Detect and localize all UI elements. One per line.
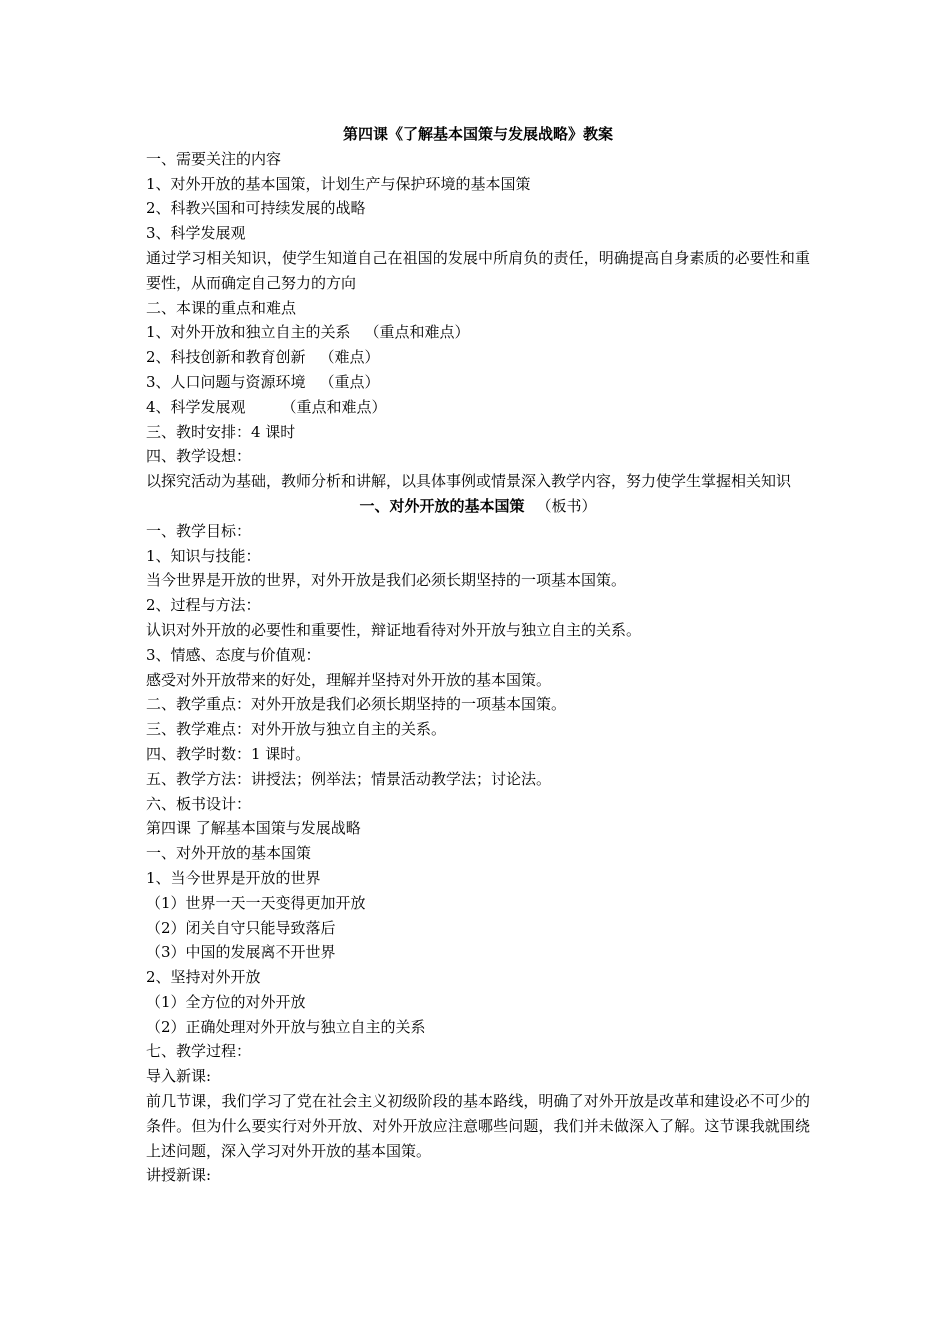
part1-item: 2、科教兴国和可持续发展的战略 — [146, 199, 366, 218]
section1-line: 当今世界是开放的世界，对外开放是我们必须长期坚持的一项基本国策。 — [146, 571, 627, 590]
section1-line: 一、教学目标： — [146, 521, 252, 540]
section1-line: 二、教学重点：对外开放是我们必须长期坚持的一项基本国策。 — [146, 695, 567, 714]
part2-item — [146, 320, 810, 345]
section1-title: 一、对外开放的基本国策 — [359, 496, 525, 515]
section1-line: 五、教学方法：讲授法；例举法；情景活动教学法；讨论法。 — [146, 769, 552, 788]
section1-line: 导入新课: — [146, 1067, 212, 1086]
section1-line: 3、情感、态度与价值观： — [146, 645, 321, 664]
part1-heading: 一、需要关注的内容 — [146, 149, 282, 168]
section1-line: 1、知识与技能： — [146, 546, 261, 565]
part2-item-text: 4、科学发展观 — [146, 397, 246, 416]
section1-line: （1）世界一天一天变得更加开放 — [146, 893, 366, 912]
part4-paragraph: 以探究活动为基础，教师分析和讲解，以具体事例或情景深入教学内容，努力使学生掌握相关知识 — [146, 472, 792, 491]
section1-last-line: 讲授新课: — [146, 1166, 212, 1185]
part3-line: 三、教时安排：4 课时 — [146, 422, 296, 441]
part2-item-note: （难点） — [319, 348, 380, 367]
part2-item — [146, 370, 810, 395]
document-title: 第四课《了解基本国策与发展战略》教案 — [342, 125, 613, 143]
section1-intro-paragraph: 前几节课，我们学习了党在社会主义初级阶段的基本路线，明确了对外开放是改革和建设必不可少的条件。但为什么要实行对外开放、对外开放应注意哪些问题，我们并未做深入了解。这节课我就围绕上述问题，深入学习对外开放的基本国策。 — [146, 1092, 810, 1160]
section1-line: 三、教学难点：对外开放与独立自主的关系。 — [146, 720, 447, 739]
section1-line: 七、教学过程： — [146, 1042, 252, 1061]
part1-item: 3、科学发展观 — [146, 224, 246, 243]
part1-item: 1、对外开放的基本国策，计划生产与保护环境的基本国策 — [146, 174, 531, 193]
part4-heading: 四、教学设想： — [146, 447, 252, 466]
section1-title-line — [146, 494, 810, 519]
part2-item — [146, 395, 810, 420]
section1-title-note: （板书） — [536, 496, 597, 515]
section1-line: （2）正确处理对外开放与独立自主的关系 — [146, 1017, 426, 1036]
part2-item-note: （重点和难点） — [364, 323, 470, 342]
part2-item — [146, 345, 810, 370]
section1-line: （2）闭关自守只能导致落后 — [146, 918, 336, 937]
section1-line: 一、对外开放的基本国策 — [146, 844, 312, 863]
part2-item-text: 1、对外开放和独立自主的关系 — [146, 323, 351, 342]
section1-line: （3）中国的发展离不开世界 — [146, 943, 336, 962]
section1-line: 2、过程与方法： — [146, 596, 261, 615]
part2-heading: 二、本课的重点和难点 — [146, 298, 297, 317]
section1-line: 第四课 了解基本国策与发展战略 — [146, 819, 361, 838]
document-body — [146, 122, 810, 1188]
part2-item-note: （重点和难点） — [281, 397, 387, 416]
part1-paragraph: 通过学习相关知识，使学生知道自己在祖国的发展中所肩负的责任，明确提高自身素质的必要性和重要性，从而确定自己努力的方向 — [146, 248, 810, 292]
section1-line: 四、教学时数：1 课时。 — [146, 744, 311, 763]
section1-line: （1）全方位的对外开放 — [146, 992, 306, 1011]
section1-line: 感受对外开放带来的好处，理解并坚持对外开放的基本国策。 — [146, 670, 552, 689]
part2-item-text: 2、科技创新和教育创新 — [146, 348, 306, 367]
part2-item-text: 3、人口问题与资源环境 — [146, 372, 306, 391]
section1-line: 2、坚持对外开放 — [146, 968, 261, 987]
section1-line: 1、当今世界是开放的世界 — [146, 868, 321, 887]
section1-line: 六、板书设计： — [146, 794, 252, 813]
section1-line: 认识对外开放的必要性和重要性，辩证地看待对外开放与独立自主的关系。 — [146, 620, 642, 639]
part2-item-note: （重点） — [319, 372, 380, 391]
